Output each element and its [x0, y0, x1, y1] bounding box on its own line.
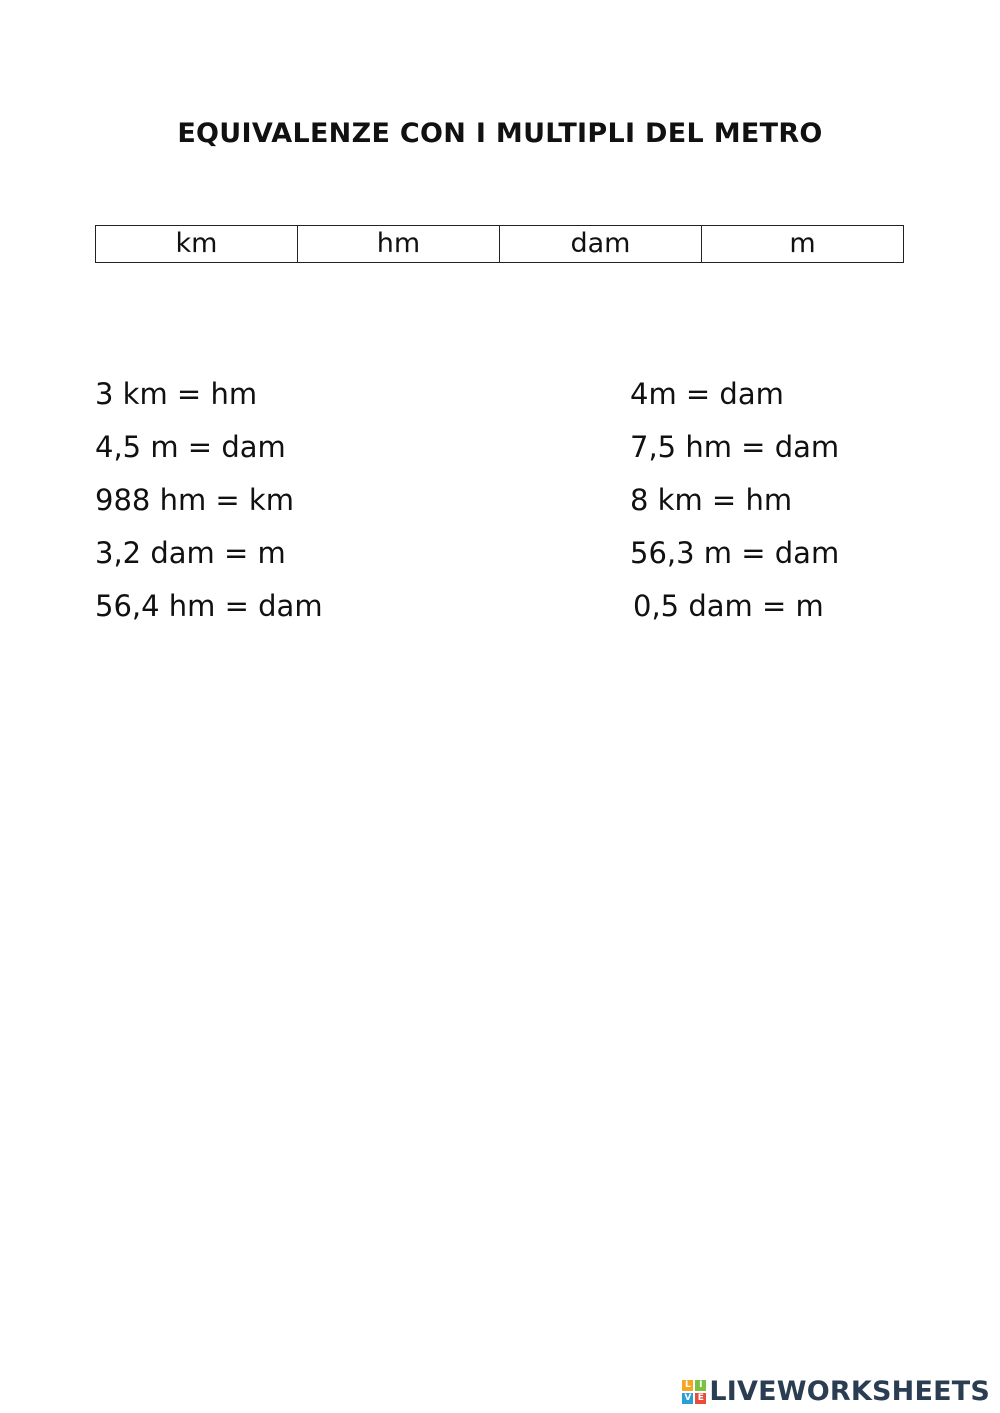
- watermark-text: LIVEWORKSHEETS: [709, 1376, 990, 1407]
- exercise-item: 988 hm = km: [95, 483, 294, 517]
- exercises-right-column: [630, 368, 839, 633]
- unit-cell-m: m: [702, 226, 904, 263]
- liveworksheets-logo-icon: [682, 1380, 706, 1404]
- units-table: [95, 225, 904, 263]
- exercise-item: 8 km = hm: [630, 483, 793, 517]
- liveworksheets-watermark: [682, 1376, 990, 1407]
- units-row: [96, 226, 904, 263]
- unit-cell-km: km: [96, 226, 298, 263]
- exercise-item: 4m = dam: [630, 377, 784, 411]
- exercise-item: 56,4 hm = dam: [95, 589, 323, 623]
- exercises-left-column: [95, 368, 323, 633]
- exercise-item: 0,5 dam = m: [633, 589, 824, 623]
- exercise-item: 56,3 m = dam: [630, 536, 840, 570]
- page-title: EQUIVALENZE CON I MULTIPLI DEL METRO: [177, 118, 823, 149]
- exercise-item: 3,2 dam = m: [95, 536, 286, 570]
- exercise-item: 4,5 m = dam: [95, 430, 286, 464]
- logo-letter: E: [695, 1393, 706, 1404]
- unit-cell-dam: dam: [500, 226, 702, 263]
- logo-letter: L: [682, 1380, 693, 1391]
- logo-letter: V: [682, 1393, 693, 1404]
- exercise-item: 3 km = hm: [95, 377, 258, 411]
- exercise-item: 7,5 hm = dam: [630, 430, 840, 464]
- unit-cell-hm: hm: [298, 226, 500, 263]
- logo-letter: I: [695, 1380, 706, 1391]
